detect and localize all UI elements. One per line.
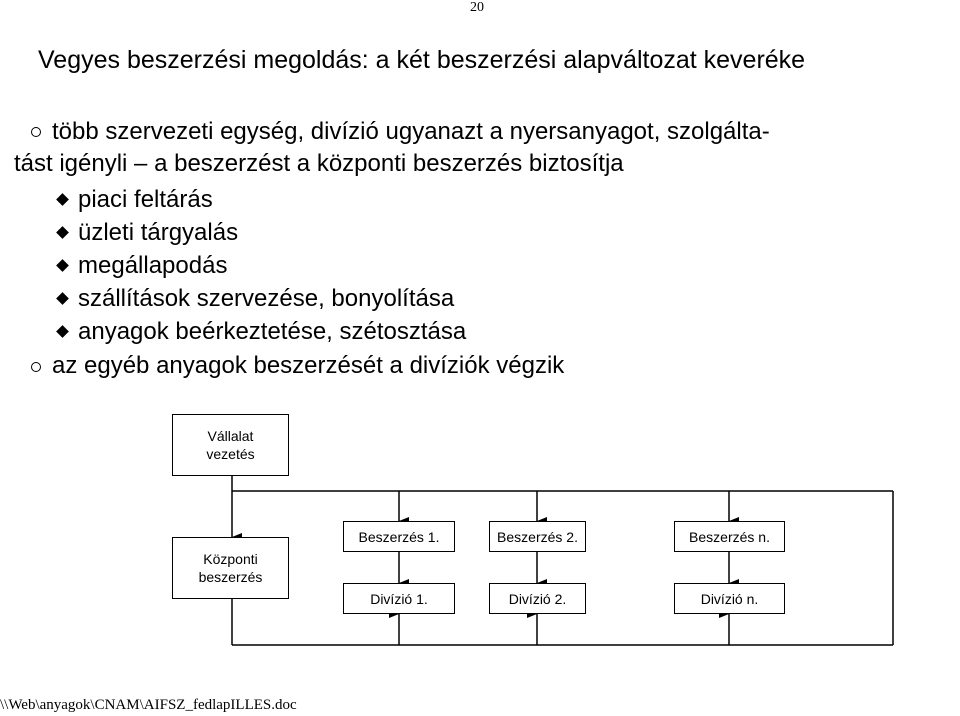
division-box: Divízió 1.: [343, 583, 455, 614]
page-title: Vegyes beszerzési megoldás: a két beszerzési alapváltozat keveréke: [38, 46, 806, 74]
footer-file-path: \\Web\anyagok\CNAM\AIFSZ_fedlapILLES.doc: [0, 697, 297, 713]
central-procurement-box: [172, 537, 289, 599]
division-box: Divízió n.: [674, 583, 785, 614]
box-label: vezetés: [206, 446, 255, 462]
bullet-2: az egyéb anyagok beszerzését a divíziók végzik: [52, 352, 565, 379]
procurement-box: Beszerzés 2.: [489, 521, 586, 552]
sub-bullet: piaci feltárás: [78, 186, 213, 213]
bullet-1-line-1: több szervezeti egység, divízió ugyanazt a nyersanyagot, szolgálta-: [52, 118, 770, 145]
bullet-1-line-2: tást igényli – a beszerzést a központi beszerzés biztosítja: [14, 150, 624, 177]
sub-bullet: szállítások szervezése, bonyolítása: [78, 285, 455, 312]
sub-bullet: megállapodás: [78, 252, 228, 279]
sub-bullet: anyagok beérkeztetése, szétosztása: [78, 318, 467, 345]
procurement-box: Beszerzés 1.: [343, 521, 455, 552]
sub-bullet: üzleti tárgyalás: [78, 219, 239, 246]
company-management-box: [172, 414, 289, 476]
division-box: Divízió 2.: [489, 583, 586, 614]
box-label: Központi: [203, 551, 258, 567]
page-number: 20: [470, 0, 484, 15]
box-label: Vállalat: [207, 428, 254, 444]
procurement-box: Beszerzés n.: [674, 521, 785, 552]
box-label: beszerzés: [198, 569, 263, 585]
